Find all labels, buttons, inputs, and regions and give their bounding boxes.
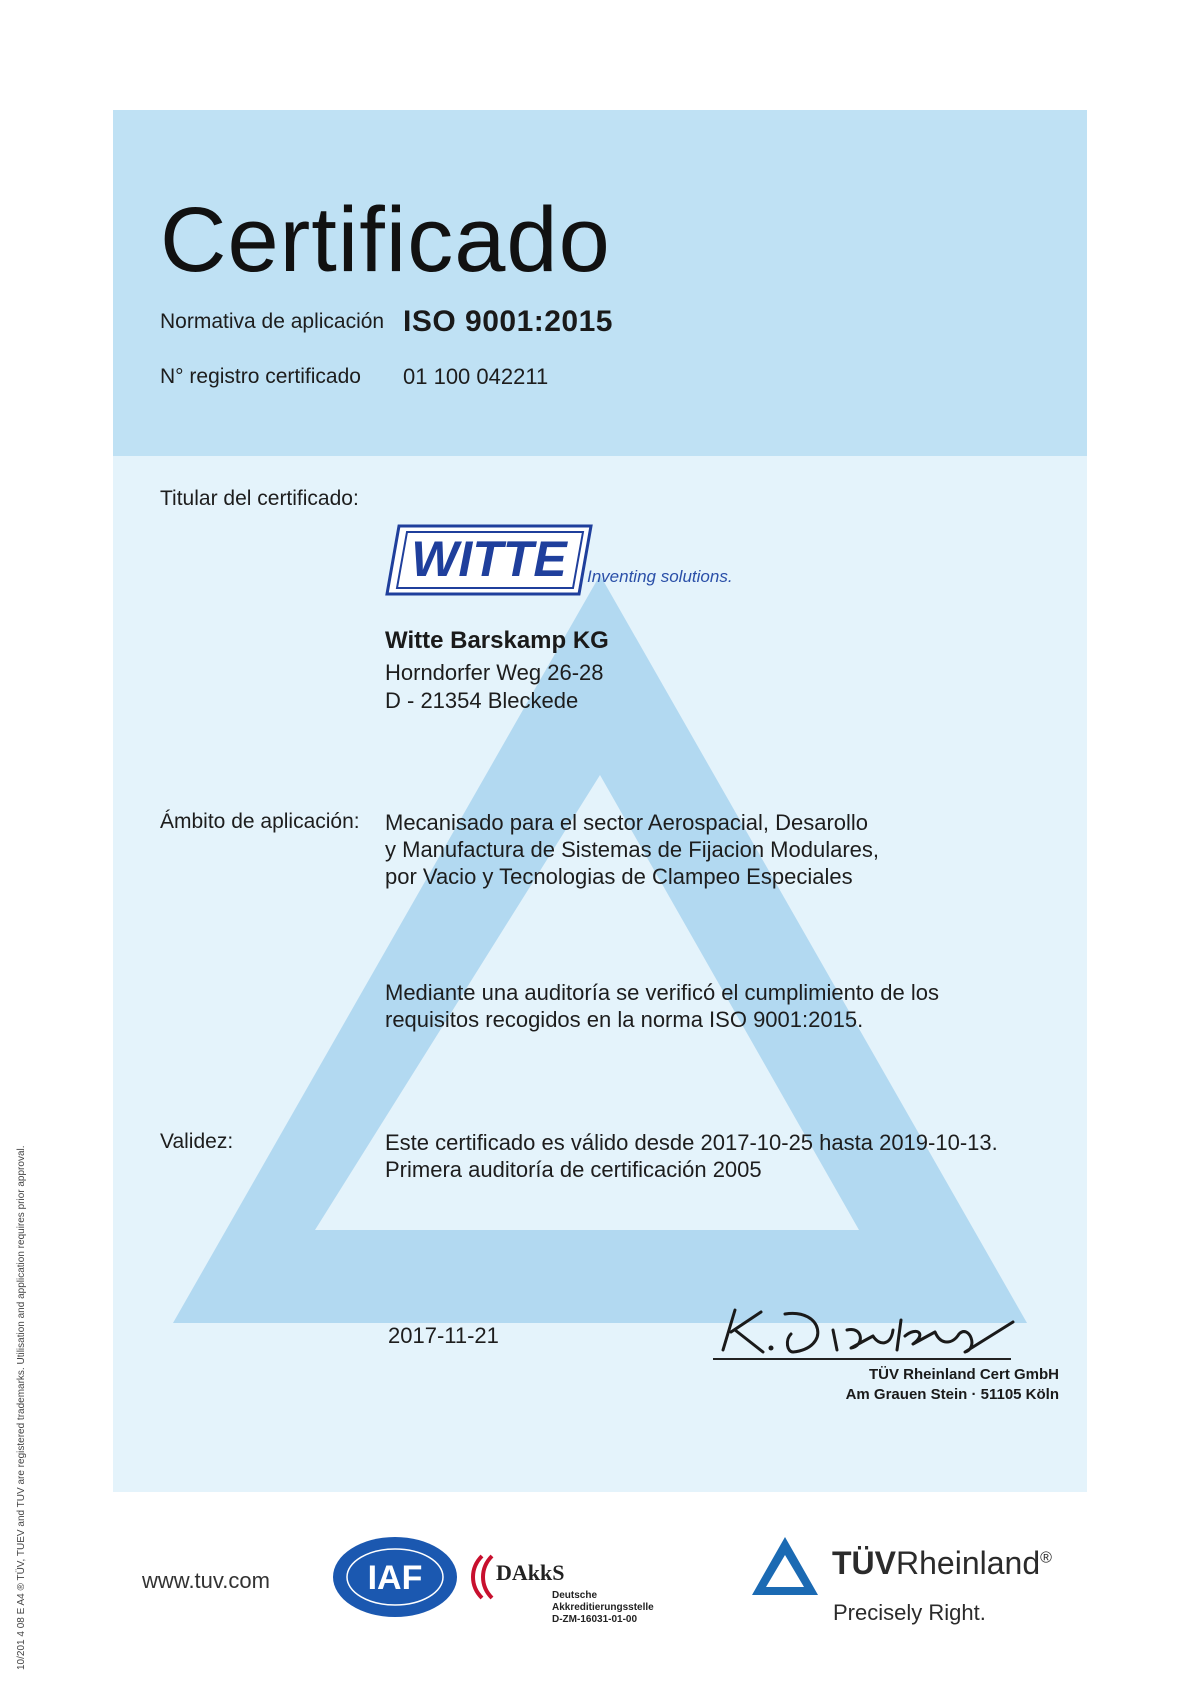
holder-address-line-1: Horndorfer Weg 26-28 [385, 660, 604, 685]
audit-line-1: Mediante una auditoría se verificó el cumplimiento de los [385, 980, 939, 1005]
witte-logo-text: WITTE [411, 531, 567, 587]
iaf-logo-text: IAF [367, 1559, 423, 1597]
certificate-title: Certificado [160, 189, 611, 291]
tuv-reg-mark: ® [1040, 1549, 1052, 1567]
audit-line-2: requisitos recogidos en la norma ISO 9001:2015. [385, 1007, 864, 1032]
scope-label: Ámbito de aplicación: [160, 810, 360, 833]
dakks-name: DAkkS [496, 1560, 565, 1585]
holder-name: Witte Barskamp KG [385, 627, 609, 654]
dakks-line-3: D-ZM-16031-01-00 [552, 1614, 638, 1625]
tuv-triangle-logo-icon [750, 1535, 820, 1597]
signature-icon [713, 1300, 1043, 1360]
issuer-name: TÜV Rheinland Cert GmbH [868, 1366, 1059, 1383]
tuv-brand [832, 1545, 1052, 1582]
scope-line-3: por Vacio y Tecnologias de Clampeo Especiales [385, 864, 853, 889]
trademark-side-note: 10/201 4 08 E A4 ® TÜV, TUEV and TUV are registered trademarks. Utilisation and application requires prior approval. [16, 1145, 27, 1670]
validity-line-1: Este certificado es válido desde 2017-10-25 hasta 2019-10-13. [385, 1130, 998, 1155]
tuv-brand-bold: TÜV [832, 1545, 896, 1581]
validity-label: Validez: [160, 1130, 234, 1153]
registration-value: 01 100 042211 [403, 364, 549, 389]
tuv-slogan: Precisely Right. [833, 1600, 986, 1625]
standard-value: ISO 9001:2015 [403, 305, 613, 338]
scope-line-1: Mecanisado para el sector Aerospacial, Desarollo [385, 810, 869, 835]
scope-line-2: y Manufactura de Sistemas de Fijacion Modulares, [385, 837, 880, 862]
validity-line-2: Primera auditoría de certificación 2005 [385, 1157, 762, 1182]
certificate-panel [113, 110, 1087, 1492]
standard-label: Normativa de aplicación [160, 310, 385, 333]
registration-label: N° registro certificado [160, 365, 361, 388]
tuv-brand-rest: Rheinland [896, 1545, 1041, 1581]
issuer-address: Am Grauen Stein · 51105 Köln [845, 1386, 1059, 1403]
website-text: www.tuv.com [142, 1568, 270, 1593]
holder-label: Titular del certificado: [160, 487, 359, 510]
witte-logo-icon [385, 520, 595, 600]
iaf-logo-icon [330, 1535, 460, 1619]
issue-date: 2017-11-21 [388, 1323, 499, 1348]
dakks-line-2: Akkreditierungsstelle [552, 1602, 654, 1613]
dakks-line-1: Deutsche [552, 1590, 598, 1601]
signature-line [713, 1358, 1011, 1360]
witte-tagline: Inventing solutions. [587, 567, 733, 586]
dakks-bracket-icon [468, 1552, 498, 1602]
holder-address-line-2: D - 21354 Bleckede [385, 688, 579, 713]
